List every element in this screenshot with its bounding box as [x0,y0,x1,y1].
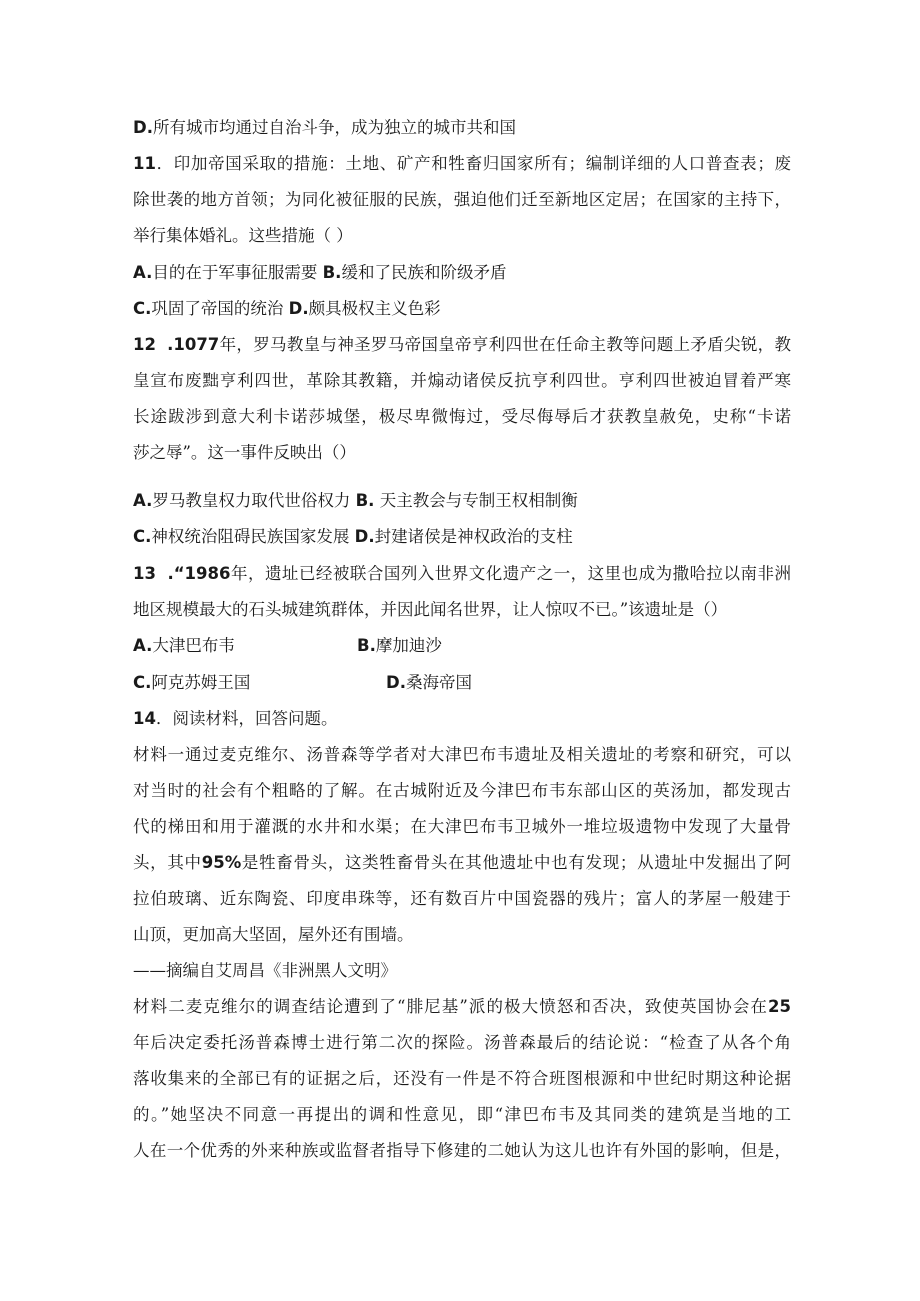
q14-stem-text: ．阅读材料，回答问题。 [155,709,338,728]
q12-option-a-label: A. [133,491,153,510]
q10-option-d-text: 所有城市均通过自治斗争，成为独立的城市共和国 [152,118,516,137]
q11-option-b-label: B. [322,263,342,282]
q11-option-a-label: A. [133,263,153,282]
q14-material1-line-1: 材料一通过麦克维尔、汤普森等学者对大津巴布韦遗址及相关遗址的考察和研究，可以 [133,745,791,764]
q12-stem-text-1: 年，罗马教皇与神圣罗马帝国皇帝亨利四世在任命主教等问题上矛盾尖锐，教 [219,335,791,354]
q13-option-d [386,671,472,695]
q13-option-d-label: D. [386,673,406,692]
q12-stem-line-4: 莎之辱”。这一事件反映出（） [133,443,356,462]
q14-number: 14 [133,709,156,728]
q14-material1-line-4-pre: 头，其中 [133,853,202,872]
q12-stem-line-1 [133,333,791,357]
q13-option-a-text: 大津巴布韦 [152,636,235,655]
q11-stem-line-2: 除世袭的地方首领；为同化被征服的民族，强迫他们迁至新地区定居；在国家的主持下， [133,190,791,209]
q14-material2-line-2: 年后决定委托汤普森博士进行第二次的探险。汤普森最后的结论说：“检查了从各个角 [133,1033,791,1052]
q12-option-c-text: 神权统治阻碍民族国家发展 [151,527,350,546]
q14-material2-line-1-text: 材料二麦克维尔的调查结论遭到了“腓尼基”派的极大愤怒和否决，致使英国协会在 [133,997,769,1016]
q13-stem-text-1: 年，遗址已经被联合国列入世界文化遗产之一，这里也成为撒哈拉以南非洲 [230,564,791,583]
q10-option-d-label: D. [133,118,153,137]
q14-material1-line-6: 山顶，更加高大坚固，屋外还有围墙。 [133,925,414,944]
q12-option-c-label: C. [133,527,152,546]
q11-stem-text-1: ．印加帝国采取的措施：土地、矿产和牲畜归国家所有；编制详细的人口普查表；废 [155,154,791,173]
q14-material1-line-4-post: 是牲畜骨头，这类牲畜骨头在其他遗址中也有发现；从遗址中发掘出了阿 [241,853,792,872]
q13-option-c-text: 阿克苏姆王国 [151,673,251,692]
q11-option-c-label: C. [133,299,152,318]
q13-option-c [133,671,250,695]
q14-material1-line-3: 代的梯田和用于灌溉的水井和水渠；在大津巴布韦卫城外一堆垃圾遗物中发现了大量骨 [133,817,791,836]
q11-stem-line-3: 举行集体婚礼。这些措施（ ） [133,226,353,245]
q13-option-d-text: 桑海帝国 [405,673,472,692]
q13-option-a-label: A. [133,636,153,655]
q12-option-b-text: 天主教会与专制王权相制衡 [379,491,578,510]
q12-option-b-label: B. [355,491,375,510]
q14-material1-percent: 95% [201,853,242,872]
q12-number: 12 [133,335,156,354]
q11-options-ab [133,261,506,285]
q12-option-a-text: 罗马教皇权力取代世俗权力 [152,491,351,510]
q14-material2-number: 25 [768,997,791,1016]
q13-option-b-label: B. [357,636,376,655]
q13-stem-line-1 [133,562,791,586]
q14-material1-line-2: 对当时的社会有个粗略的了解。在古城附近及今津巴布韦东部山区的英汤加，都发现古 [133,781,791,800]
q12-options-ab [133,489,578,513]
q13-year: .“1986 [167,564,231,583]
q12-option-d-label: D. [354,527,375,546]
q12-options-cd [133,525,573,549]
q14-material2-line-3: 落收集来的全部已有的证据之后，还没有一件是不符合班图根源和中世纪时期这种论据 [133,1069,791,1088]
q13-option-b-text: 摩加迪沙 [375,636,442,655]
q12-year: .1077 [167,335,220,354]
q11-number: 11 [133,154,156,173]
q14-material1-source: ——摘编自艾周昌《非洲黑人文明》 [133,961,397,980]
q13-stem-line-2: 地区规模最大的石头城建筑群体，并因此闻名世界，让人惊叹不已。”该遗址是（） [133,600,728,619]
q14-material1-line-4 [133,851,791,875]
q13-option-c-label: C. [133,673,152,692]
q14-material1-line-5: 拉伯玻璃、近东陶瓷、印度串珠等，还有数百片中国瓷器的残片；富人的茅屋一般建于 [133,889,791,908]
q14-material2-line-5: 人在一个优秀的外来种族或监督者指导下修建的二她认为这儿也许有外国的影响，但是， [133,1141,791,1160]
q14-material2-line-4: 的。”她坚决不同意一再提出的调和性意见，即“津巴布韦及其同类的建筑是当地的工 [133,1105,791,1124]
q12-stem-line-3: 长途跋涉到意大利卡诺莎城堡，极尽卑微悔过，受尽侮辱后才获教皇赦免，史称“卡诺 [133,407,791,426]
q13-number: 13 [133,564,156,583]
q11-stem-line-1 [133,152,791,176]
q11-option-d-label: D. [288,299,309,318]
q12-stem-line-2: 皇宣布废黜亨利四世，革除其教籍，并煽动诸侯反抗亨利四世。亨利四世被迫冒着严寒 [133,371,791,390]
q14-stem [133,707,337,731]
q11-option-b-text: 缓和了民族和阶级矛盾 [341,263,507,282]
q11-option-c-text: 巩固了帝国的统治 [151,299,284,318]
q12-option-d-text: 封建诸侯是神权政治的支柱 [374,527,573,546]
q13-option-b [357,634,442,658]
q11-option-d-text: 颇具极权主义色彩 [308,299,441,318]
q11-options-cd [133,297,441,321]
q14-material2-line-1 [133,995,791,1019]
q13-option-a [133,634,235,658]
q11-option-a-text: 目的在于军事征服需要 [152,263,318,282]
q10-option-d [133,116,516,140]
